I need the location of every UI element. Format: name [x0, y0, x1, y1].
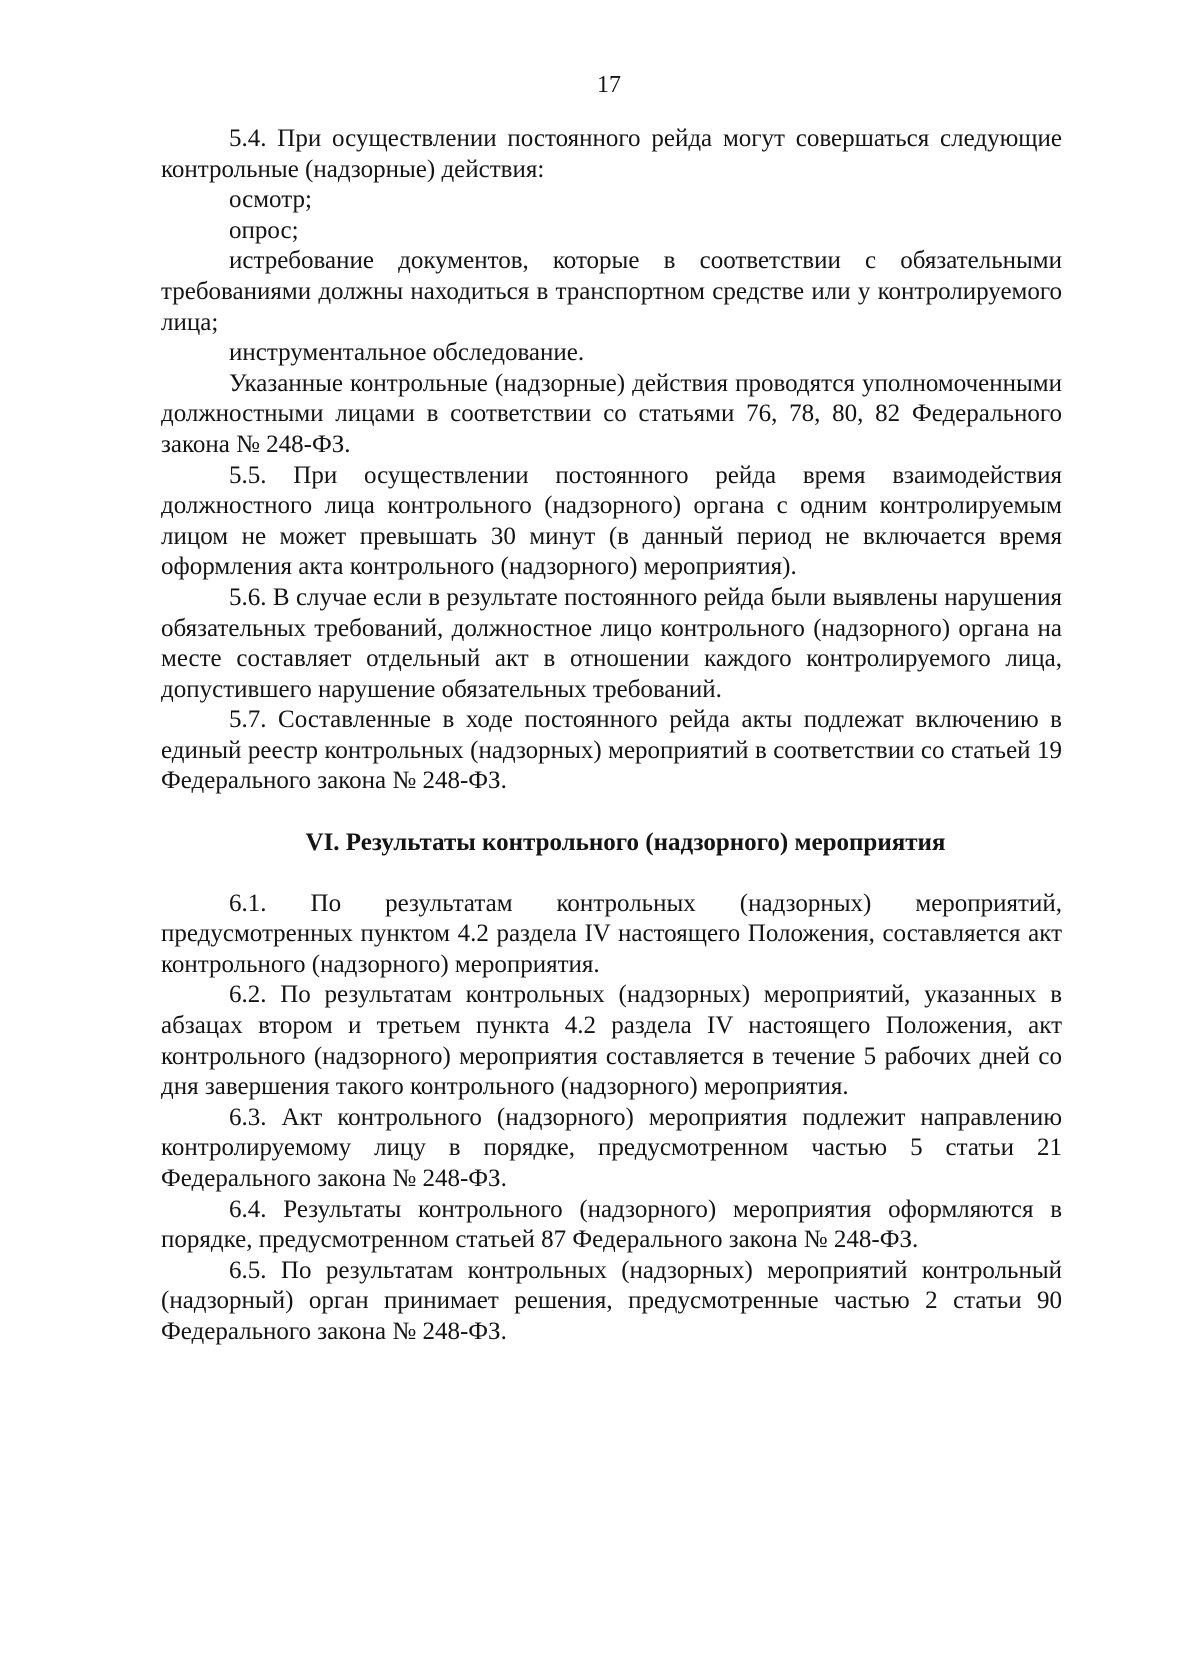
paragraph-5-4: 5.4. При осуществлении постоянного рейда могут совершаться следующие контрольные (надзорные) действия:: [161, 125, 1062, 183]
list-item-instrumental-examination: инструментальное обследование.: [229, 339, 585, 367]
paragraph-5-6: 5.6. В случае если в результате постоянного рейда были выявлены нарушения обязательных требований, должностное лицо контрольного (надзорного) органа на месте составляет отдельный акт в отношении каждого контролируемого лица, допустившего нарушение обязательных требований.: [161, 583, 1062, 703]
list-item-inspection: осмотр;: [229, 186, 312, 214]
section-6-heading: VI. Результаты контрольного (надзорного) мероприятия: [305, 829, 946, 857]
paragraph-6-5: 6.5. По результатам контрольных (надзорных) мероприятий контрольный (надзорный) орган принимает решения, предусмотренные частью 2 статьи 90 Федерального закона № 248-ФЗ.: [161, 1256, 1062, 1345]
list-item-documents-request: истребование документов, которые в соответствии с обязательными требованиями должны находиться в транспортном средстве или у контролируемого лица;: [161, 247, 1062, 336]
paragraph-5-5: 5.5. При осуществлении постоянного рейда время взаимодействия должностного лица контрольного (надзорного) органа с одним контролируемым лицом не может превышать 30 минут (в данный период не включается время оформления акта контрольного (надзорного) мероприятия).: [161, 461, 1062, 581]
page-number: 17: [597, 72, 621, 98]
paragraph-6-1: 6.1. По результатам контрольных (надзорных) мероприятий, предусмотренных пунктом 4.2 раздела IV настоящего Положения, составляется акт контрольного (надзорного) мероприятия.: [161, 889, 1062, 978]
paragraph-6-4: 6.4. Результаты контрольного (надзорного) мероприятия оформляются в порядке, предусмотренном статьей 87 Федерального закона № 248-ФЗ.: [161, 1195, 1062, 1254]
paragraph-6-2: 6.2. По результатам контрольных (надзорных) мероприятий, указанных в абзацах втором и третьем пункта 4.2 раздела IV настоящего Положения, акт контрольного (надзорного) мероприятия составляется в течение 5 рабочих дней со дня завершения такого контрольного (надзорного) мероприятия.: [161, 981, 1062, 1101]
list-item-survey: опрос;: [229, 216, 299, 244]
paragraph-5-7: 5.7. Составленные в ходе постоянного рейда акты подлежат включению в единый реестр контрольных (надзорных) мероприятий в соответствии со статьей 19 Федерального закона № 248-ФЗ.: [161, 706, 1062, 795]
paragraph-6-3: 6.3. Акт контрольного (надзорного) мероприятия подлежит направлению контролируемому лицу в порядке, предусмотренном частью 5 статьи 21 Федерального закона № 248-ФЗ.: [161, 1103, 1062, 1192]
paragraph-actions-performed: Указанные контрольные (надзорные) действия проводятся уполномоченными должностными лицами в соответствии со статьями 76, 78, 80, 82 Федерального закона № 248-ФЗ.: [161, 369, 1062, 458]
document-body: [161, 124, 1062, 1348]
